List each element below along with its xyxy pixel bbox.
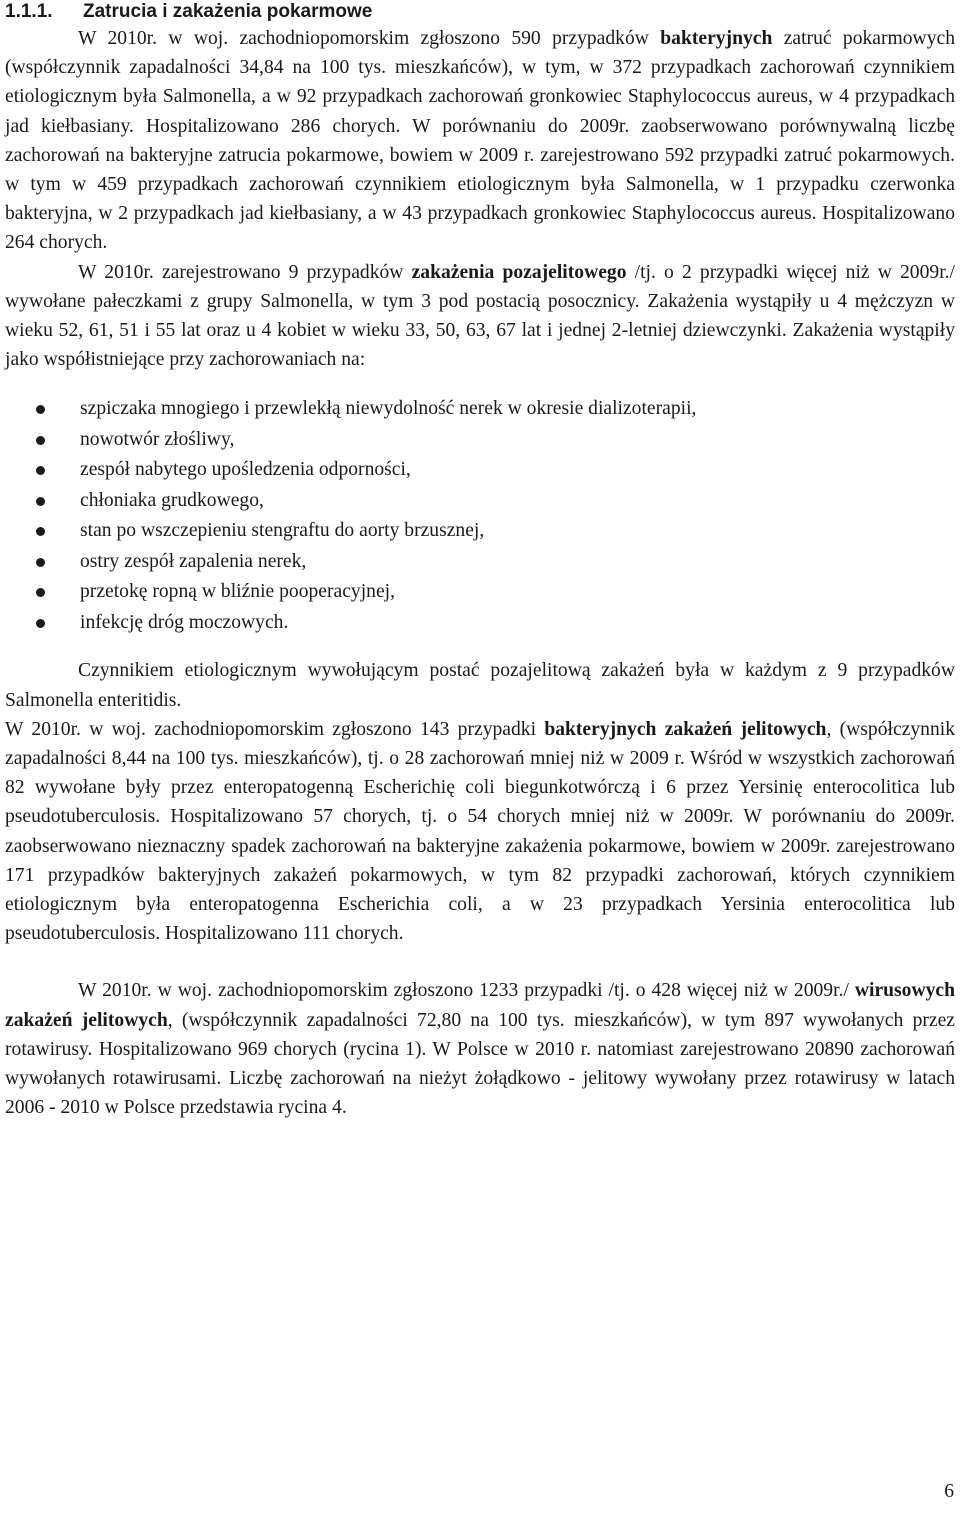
text-segment: W 2010r. zarejestrowano 9 przypadków	[78, 261, 412, 283]
paragraph-bacterial-food-poisoning	[5, 24, 955, 258]
list-item	[5, 516, 955, 547]
text-segment: /tj. o 2 przypadki więcej niż w 2009r./ wywołane pałeczkami z grupy Salmonella, w tym 3 pod postacią posocznicy. Zakażenia wystąpiły u 4 mężczyzn w wieku 52, 61, 51 i 55 lat oraz u 4 kobiet w wieku 33, 50, 63, 67 lat i jednej 2-letniej dziewczynki. Zakażenia wystąpiły jako współistniejące przy zachorowaniach na:	[5, 261, 955, 371]
text-segment: W 2010r. w woj. zachodniopomorskim zgłoszono 1233 przypadki /tj. o 428 więcej niż w 2009r./	[78, 980, 855, 1002]
list-item-text: nowotwór złośliwy,	[80, 428, 235, 450]
bullet-icon	[36, 497, 45, 506]
bullet-icon	[36, 558, 45, 567]
bullet-icon	[36, 436, 45, 445]
list-item-text: chłoniaka grudkowego,	[80, 489, 264, 511]
section-heading	[5, 0, 955, 24]
list-item-text: ostry zespół zapalenia nerek,	[80, 550, 307, 572]
paragraph-etiological-factor: Czynnikiem etiologicznym wywołującym postać pozajelitową zakażeń była w każdym z 9 przypadków Salmonella enteritidis.	[5, 660, 955, 711]
document-page	[5, 0, 955, 1122]
list-item	[5, 455, 955, 486]
bullet-icon	[36, 619, 45, 628]
comorbidity-list	[5, 394, 955, 638]
list-item	[5, 577, 955, 608]
page-number: 6	[944, 1481, 954, 1502]
bullet-icon	[36, 527, 45, 536]
list-item	[5, 425, 955, 456]
paragraph-bacterial-intestinal-infections	[5, 715, 955, 949]
list-item-text: szpiczaka mnogiego i przewlekłą niewydolność nerek w okresie dializoterapii,	[80, 398, 697, 420]
list-item	[5, 486, 955, 517]
list-item-text: zespół nabytego upośledzenia odporności,	[80, 459, 411, 481]
list-item	[5, 608, 955, 639]
paragraph-extraintestinal-infection	[5, 258, 955, 375]
bold-term: zakażenia pozajelitowego	[411, 261, 627, 283]
list-item	[5, 394, 955, 425]
list-item	[5, 547, 955, 578]
bullet-icon	[36, 466, 45, 475]
bold-term: bakteryjnych zakażeń jelitowych	[544, 718, 827, 740]
list-item-text: infekcję dróg moczowych.	[80, 611, 289, 633]
bullet-icon	[36, 588, 45, 597]
list-item-text: stan po wszczepieniu stengraftu do aorty brzusznej,	[80, 520, 485, 542]
list-item-text: przetokę ropną w bliźnie pooperacyjnej,	[80, 581, 396, 603]
bullet-icon	[36, 405, 45, 414]
section-title: Zatrucia i zakażenia pokarmowe	[83, 1, 373, 22]
section-number: 1.1.1.	[5, 1, 53, 22]
paragraph-viral-intestinal-infections	[5, 976, 955, 1122]
text-segment: , (współczynnik zapadalności 8,44 na 100 tys. mieszkańców), tj. o 28 zachorowań mniej niż w 2009 r. Wśród w wszystkich zachorowań 82 wywołane były przez enteropatogenną Escherichię coli biegunkotwórczą i 6 przez Yersinię enterocolitica lub pseudotuberculosis. Hospitalizowano 57 chorych, tj. o 54 chorych mniej niż w 2009r. W porównaniu do 2009r. zaobserwowano nieznaczny spadek zachorowań na bakteryjne zakażenia pokarmowe, bowiem w 2009r. zarejestrowano 171 przypadków bakteryjnych zakażeń pokarmowych, w tym 82 przypadki zachorowań, których czynnikiem etiologicznym była enteropatogenna Escherichia coli, a w 23 przypadkach Yersinia enterocolitica lub pseudotuberculosis. Hospitalizowano 111 chorych.	[5, 718, 955, 945]
bold-term: wirusowych zakażeń jelitowych	[5, 980, 955, 1031]
text-segment: W 2010r. w woj. zachodniopomorskim zgłoszono 143 przypadki	[5, 718, 545, 740]
text-segment: , (współczynnik zapadalności 72,80 na 100 tys. mieszkańców), w tym 897 wywołanych przez rotawirusy. Hospitalizowano 969 chorych (rycina 1). W Polsce w 2010 r. natomiast zarejestrowano 20890 zachorowań wywołanych rotawirusami. Liczbę zachorowań na nieżyt żołądkowo - jelitowy wywołany przez rotawirusy w latach 2006 - 2010 w Polsce przedstawia rycina 4.	[5, 1009, 955, 1119]
bold-term: bakteryjnych	[660, 28, 773, 49]
text-segment: W 2010r. w woj. zachodniopomorskim zgłoszono 590 przypadków	[78, 28, 661, 49]
text-segment: zatruć pokarmowych (współczynnik zapadalności 34,84 na 100 tys. mieszkańców), w tym, w 372 przypadkach zachorowań czynnikiem etiologicznym była Salmonella, a w 92 przypadkach zachorowań gronkowiec Staphylococcus aureus, w 4 przypadkach jad kiełbasiany. Hospitalizowano 286 chorych. W porównaniu do 2009r. zaobserwowano porównywalną liczbę zachorowań na bakteryjne zatrucia pokarmowe, bowiem w 2009 r. zarejestrowano 592 przypadki zatruć pokarmowych. w tym w 459 przypadkach zachorowań czynnikiem etiologicznym była Salmonella, w 1 przypadku czerwonka bakteryjna, w 2 przypadkach jad kiełbasiany, a w 43 przypadkach gronkowiec Staphylococcus aureus. Hospitalizowano 264 chorych.	[5, 28, 955, 254]
